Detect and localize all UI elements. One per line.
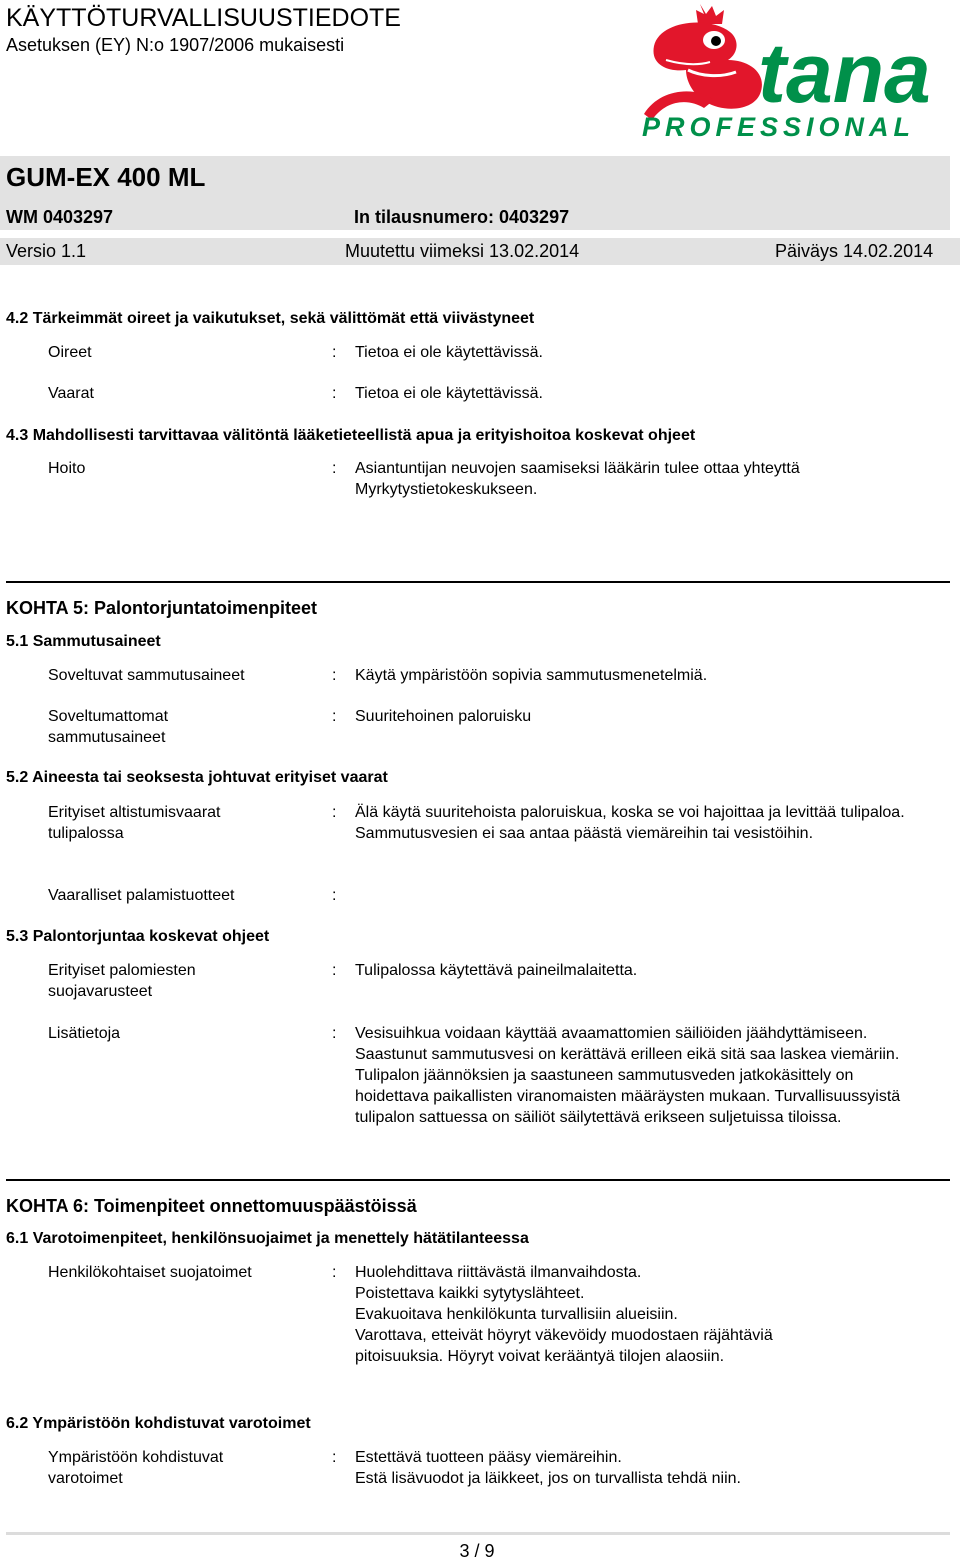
section-divider — [6, 1179, 950, 1181]
document-subtitle: Asetuksen (EY) N:o 1907/2006 mukaisesti — [6, 35, 345, 55]
field-label: Hoito — [48, 460, 86, 477]
modified-date: Muutettu viimeksi 13.02.2014 — [345, 241, 580, 261]
value-line: Estettävä tuotteen pääsy viemäreihin. — [355, 1449, 622, 1466]
section-6-2-title: 6.2 Ympäristöön kohdistuvat varotoimet — [6, 1415, 311, 1432]
section-5-title: KOHTA 5: Palontorjuntatoimenpiteet — [6, 598, 318, 618]
field-label: Soveltumattomat sammutusaineet — [48, 708, 169, 746]
field-label: Lisätietoja — [48, 1025, 121, 1042]
wm-number: WM 0403297 — [6, 207, 114, 227]
field-value: Tulipalossa käytettävä paineilmalaitetta. — [355, 962, 638, 979]
field-value: Asiantuntijan neuvojen saamiseksi lääkärin tulee ottaa yhteyttä Myrkytystietokeskukseen. — [355, 460, 800, 498]
field-value — [355, 1262, 855, 1367]
field-colon: : — [332, 708, 337, 725]
section-6-1-title: 6.1 Varotoimenpiteet, henkilönsuojaimet ja menettely hätätilanteessa — [6, 1230, 529, 1247]
order-number: In tilausnumero: 0403297 — [354, 207, 570, 227]
value-line: Huolehdittava riittävästä ilmanvaihdosta. — [355, 1264, 642, 1281]
document-title: KÄYTTÖTURVALLISUUSTIEDOTE — [6, 4, 401, 32]
field-label: Vaaralliset palamistuotteet — [48, 887, 235, 904]
issue-date: Päiväys 14.02.2014 — [775, 241, 934, 261]
field-value — [355, 1447, 927, 1489]
field-value: Käytä ympäristöön sopivia sammutusmenetelmiä. — [355, 667, 708, 684]
section-5-2-title: 5.2 Aineesta tai seoksesta johtuvat erityiset vaarat — [6, 769, 388, 786]
page-number: 3 / 9 — [459, 1541, 495, 1561]
value-line: Poistettava kaikki sytytyslähteet. — [355, 1285, 585, 1302]
field-colon: : — [332, 804, 337, 821]
field-value: Tietoa ei ole käytettävissä. — [355, 385, 543, 402]
field-colon: : — [332, 1449, 337, 1466]
value-line: Varottava, etteivät höyryt väkevöidy muodostaen räjähtäviä pitoisuuksia. Höyryt voivat kerääntyä tilojen alaosiin. — [355, 1327, 773, 1365]
footer-divider — [6, 1532, 950, 1535]
version: Versio 1.1 — [6, 241, 87, 261]
section-4-3-title: 4.3 Mahdollisesti tarvittavaa välitöntä lääketieteellistä apua ja erityishoitoa koskevat ohjeet — [6, 427, 696, 444]
field-value: Vesisuihkua voidaan käyttää avaamattomien säiliöiden jäähdyttämiseen. Saastunut sammutusvesi on kerättävä erilleen eikä sitä saa laskea viemäriin. Tulipalon jäännöksien ja saastuneen sammutusveden jatkokäsittely on hoidettava paikallisten viranomaisten määräysten mukaan. Turvallisuussyistä tulipalon sattuessa on säiliöt säilytettävä erikseen suljetuissa tiloissa. — [355, 1025, 901, 1126]
field-colon: : — [332, 667, 337, 684]
section-6-title: KOHTA 6: Toimenpiteet onnettomuuspäästöissä — [6, 1196, 417, 1216]
field-colon: : — [332, 1025, 337, 1042]
field-label: Erityiset altistumisvaarat tulipalossa — [48, 804, 221, 842]
field-value: Älä käytä suuritehoista paloruiskua, koska se voi hajoittaa ja levittää tulipaloa. Sammutusvesien ei saa antaa päästä viemäreihin tai vesistöihin. — [355, 804, 905, 842]
field-colon: : — [332, 887, 337, 904]
field-colon: : — [332, 1264, 337, 1281]
section-divider — [6, 581, 950, 583]
value-line: Evakuoitava henkilökunta turvallisiin alueisiin. — [355, 1306, 678, 1323]
field-label: Henkilökohtaiset suojatoimet — [48, 1264, 252, 1281]
field-label: Ympäristöön kohdistuvat varotoimet — [48, 1449, 224, 1487]
field-colon: : — [332, 460, 337, 477]
field-label: Erityiset palomiesten suojavarusteet — [48, 962, 196, 1000]
field-colon: : — [332, 385, 337, 402]
value-line: Estä lisävuodot ja läikkeet, jos on turvallista tehdä niin. — [355, 1470, 741, 1487]
field-value: Suuritehoinen paloruisku — [355, 708, 532, 725]
logo-wordmark: tana — [758, 26, 931, 120]
section-5-1-title: 5.1 Sammutusaineet — [6, 633, 161, 650]
field-value: Tietoa ei ole käytettävissä. — [355, 344, 543, 361]
field-label: Oireet — [48, 344, 92, 361]
field-colon: : — [332, 344, 337, 361]
field-colon: : — [332, 962, 337, 979]
frog-crown-icon — [644, 4, 762, 120]
logo-subtext: PROFESSIONAL — [642, 112, 916, 140]
field-label: Vaarat — [48, 385, 94, 402]
tana-professional-logo — [640, 2, 946, 140]
section-5-3-title: 5.3 Palontorjuntaa koskevat ohjeet — [6, 928, 270, 945]
section-4-2-title: 4.2 Tärkeimmät oireet ja vaikutukset, sekä välittömät että viivästyneet — [6, 310, 535, 327]
field-label: Soveltuvat sammutusaineet — [48, 667, 245, 684]
product-name: GUM-EX 400 ML — [6, 162, 206, 192]
